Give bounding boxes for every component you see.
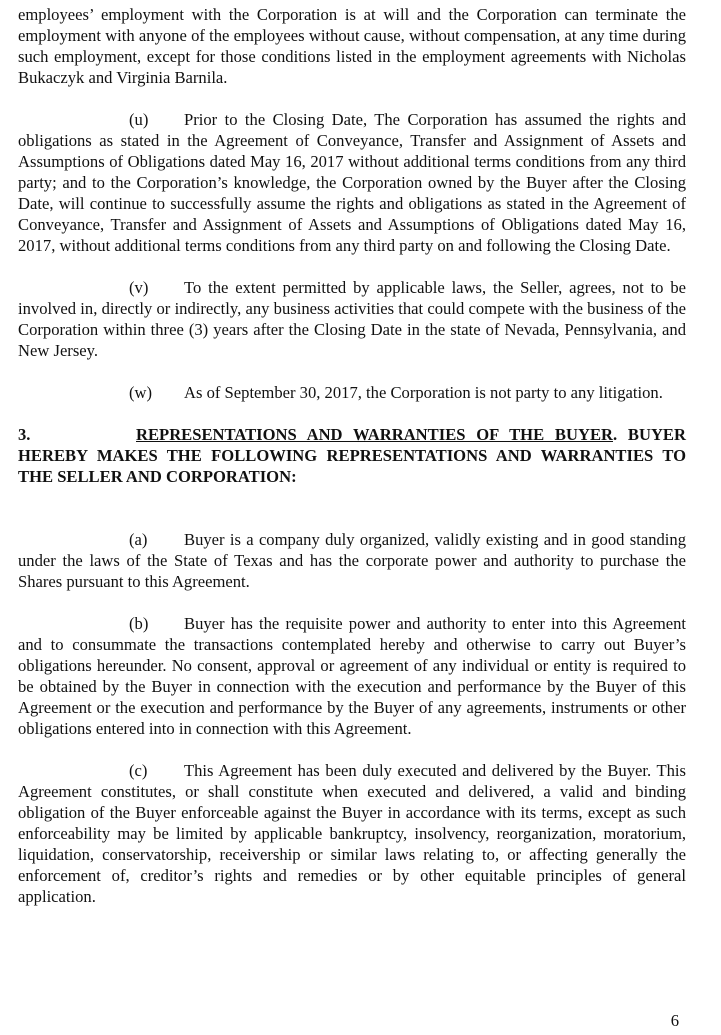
clause-label: (a)	[129, 530, 148, 549]
section-number: 3.	[18, 425, 31, 444]
clause-a	[18, 529, 686, 592]
page-number: 6	[670, 1011, 679, 1030]
clause-text: To the extent permitted by applicable laws, the Seller, agrees, not to be involved in, directly or indirectly, any business activities that could compete with the business of the Corporation within three (3) years after the Closing Date in the state of Nevada, Pennsylvania, and New Jersey.	[18, 278, 686, 360]
clause-text: Buyer is a company duly organized, validly existing and in good standing under the laws of the State of Texas and has the corporate power and authority to purchase the Shares pursuant to this Agreement.	[18, 530, 686, 591]
section-title-underlined: REPRESENTATIONS AND WARRANTIES OF THE BUYER	[136, 425, 613, 444]
section-3-heading	[18, 424, 686, 487]
clause-u	[18, 109, 686, 256]
clause-label: (c)	[129, 761, 148, 780]
clause-text: Prior to the Closing Date, The Corporation has assumed the rights and obligations as stated in the Agreement of Conveyance, Transfer and Assignment of Assets and Assumptions of Obligations dated May 16, 2017 without additional terms conditions from any third party; and to the Corporation’s knowledge, the Corporation owned by the Buyer after the Closing Date, will continue to successfully assume the rights and obligations as stated in the Agreement of Conveyance, Transfer and Assignment of Assets and Assumptions of Obligations dated May 16, 2017, without additional terms conditions from any third party on and following the Closing Date.	[18, 110, 686, 255]
clause-w	[18, 382, 686, 403]
clause-b	[18, 613, 686, 739]
clause-text: Buyer has the requisite power and authority to enter into this Agreement and to consummate the transactions contemplated hereby and otherwise to carry out Buyer’s obligations hereunder. No consent, approval or agreement of any individual or entity is required to be obtained by the Buyer in connection with the execution and performance by the Buyer of this Agreement or the execution and performance by the Buyer of any agreements, instruments or other obligations entered into in connection with this Agreement.	[18, 614, 686, 738]
clause-text: As of September 30, 2017, the Corporation is not party to any litigation.	[184, 383, 663, 402]
clause-label: (b)	[129, 614, 149, 633]
clause-label: (w)	[129, 383, 153, 402]
document-page	[18, 4, 686, 928]
clause-label: (u)	[129, 110, 149, 129]
clause-text: This Agreement has been duly executed and delivered by the Buyer. This Agreement constitutes, or shall constitute when executed and delivered, a valid and binding obligation of the Buyer enforceable against the Buyer in accordance with its terms, except as such enforceability may be limited by applicable bankruptcy, insolvency, reorganization, moratorium, liquidation, conservatorship, receivership or similar laws relating to, or affecting generally the enforcement of, creditor’s rights and remedies or by other equitable principles of general application.	[18, 761, 686, 906]
section-title-rest: . BUYER HEREBY MAKES THE FOLLOWING REPRESENTATIONS AND WARRANTIES TO THE SELLER AND CORPORATION:	[18, 425, 686, 486]
clause-v	[18, 277, 686, 361]
continuation-paragraph: employees’ employment with the Corporation is at will and the Corporation can terminate the employment with anyone of the employees without cause, without compensation, at any time during such employment, except for those conditions listed in the employment agreements with Nicholas Bukaczyk and Virginia Barnila.	[18, 5, 686, 87]
clause-c	[18, 760, 686, 907]
clause-label: (v)	[129, 278, 149, 297]
